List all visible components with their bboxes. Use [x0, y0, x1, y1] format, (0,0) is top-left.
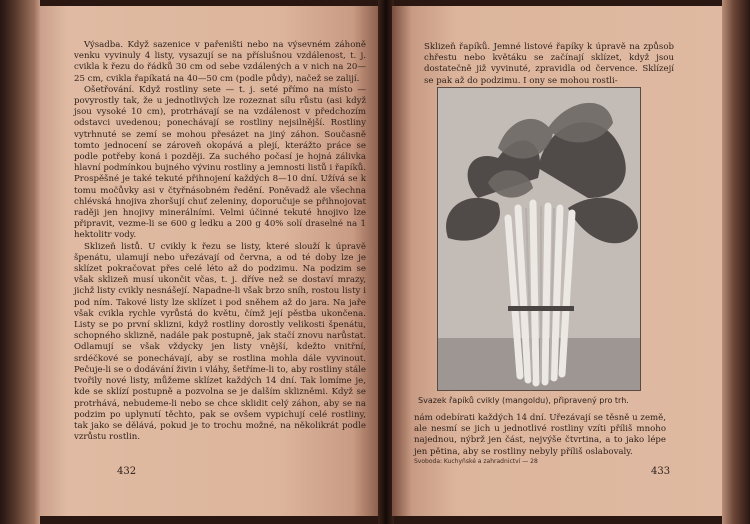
right-page-bottom-text: nám odebírati každých 14 dní. Uřezávají se těsně u země, ale nesmí se jich u jednotlivé rostliny vzíti příliš mnoho najednou, nýbrž jen část, nejvýše čtvrtina, a to jako lépe jen pětina, aby se rostliny nebyly příliš oslabovaly.: [414, 413, 666, 457]
photo-caption: Svazek řapíků cvikly (mangoldu), připravený pro trh.: [418, 396, 629, 405]
chard-bundle-illustration: [438, 88, 640, 390]
right-page-number: 433: [651, 466, 671, 477]
left-book-edge: [0, 0, 40, 524]
right-book-edge: [722, 0, 750, 524]
paragraph-sklizen-listu: Sklizeň listů. U cvikly k řezu se listy, které slouží k úpravě špenátu, ulamují nebo uřezávají od června, a od té doby lze je sklízet pokračovat přes celé léto až do podzimu. Na podzim se však sklizeň musí ukončit včas, t. j. dříve než se dostaví mrazy, jichž listy cvikly nesnášejí. Napadne-li však brzo sníh, rostou listy i pod ním. Takové listy lze sklízet i pod sněhem až do jara. Na jaře však cvikla rychle vyrůstá do květu, čímž její pěstba ukončena. Listy se po první sklizni, když rostliny dorostly velikosti špenátu, schopného sklizně, nadále pak postupně, jak stačí znovu narůstat. Odlamují se však vždycky jen listy vnější, kdežto vnitřní, srdéčkové se ponechávají, aby se rostlina mohla dále vyvinout. Pečuje-li se o dodávání živin i vláhy, šetříme-li to, aby rostliny stále tvořily nové listy, můžeme sklízet každých 14 dní. Tak lomíme je, kde se sklízí postupně a pozvolna se je dalším sklizněmi. Když se protrhává, nebudeme-li nebo se chce sklidit celý záhon, aby se na podzim po uplynutí těchto, pak se ovšem vypichují celé rostliny, tak jako se dělává, pokud je to trochu možné, na několikrát podle vzrůstu rostlin.: [74, 241, 366, 443]
left-page-text: [74, 40, 366, 443]
left-page-number: 432: [117, 466, 137, 477]
paragraph-vysadba: Výsadba. Když sazenice v pařeništi nebo na výsevném záhoně venku vyvinuly 4 listy, vysazují se na příslušnou vzdálenost, t. j. cvikla k řezu do řádků 30 cm od sebe vzdálených a v nich na 20—25 cm, cvikla řapíkatá na 40—50 cm (podle půdy), načež se zalijí.: [74, 40, 366, 84]
paragraph-osetrovani: Ošetřování. Když rostliny sete — t. j. seté přímo na místo — povyrostly tak, že u jednotlivých lze rozeznat sílu růstu (asi když jsou vysoké 10 cm), protrhávají se na vzdálenost v předchozím odstavci uvedenou; ponechávají se rostliny nejsilnější. Rostliny vytrhnuté se zemí se mohou přesázet na jiný záhon. Současně tomto jednocení se zároveň okopává a plejí, kterážto práce se podle potřeby koná i později. Za suchého počasí je hojná zálivka hlavní podmínkou bujného vývinu rostliny a jemnosti listů i řapíků. Prospěšné je také tekuté přihnojení každých 8—10 dní. Užívá se k tomu močůvky asi v čtyřnásobném ředění. Poněvadž ale všechna chlévská hnojiva zhoršují chuť zeleniny, doporučuje se přihnojovat raději jen hnojivy minerálními. Velmi účinné tekuté hnojivo lze připravit, vezme-li se 600 g ledku a 200 g 40% solí draselné na 1 hektolitr vody.: [74, 84, 366, 241]
right-page-top-text: Sklizeň řapíků. Jemné listové řapíky k úpravě na způsob chřestu nebo květáku se začínají sklízet, když jsou dostatečně již vyvinuté, zpravidla od července. Sklízejí se pak až do podzimu. I ony se mohou rostli-: [424, 42, 674, 86]
page-footer: Svoboda: Kuchyňské a zahradnictví — 28: [414, 458, 538, 465]
chard-bundle-photo: [437, 87, 641, 391]
